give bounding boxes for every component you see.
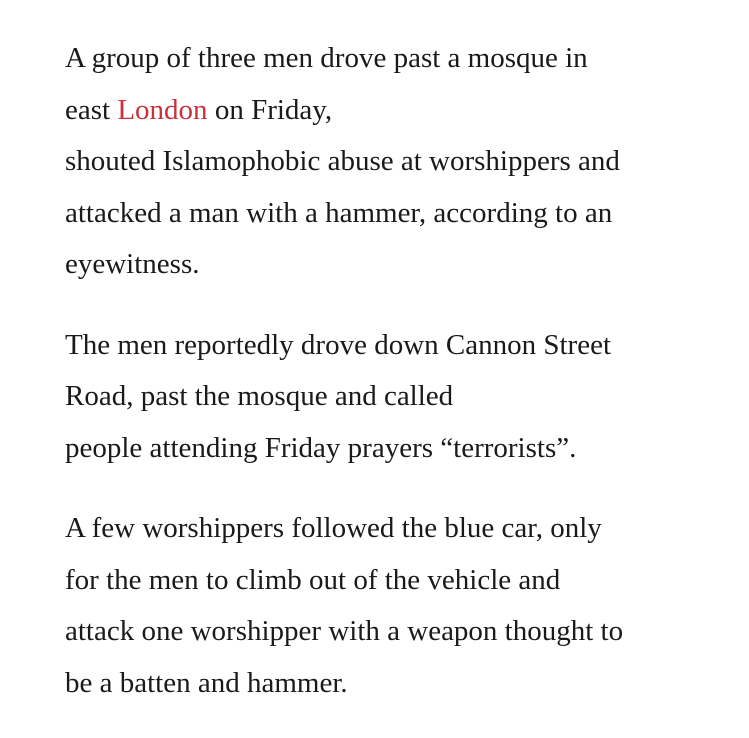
- paragraph-line: for the men to climb out of the vehicle and: [65, 563, 561, 596]
- line-text-before-link: east: [65, 93, 118, 126]
- article-body: [65, 33, 725, 738]
- paragraph-1: [65, 33, 725, 291]
- paragraph-line: people attending Friday prayers “terrorists”.: [65, 431, 577, 464]
- paragraph-line: [65, 85, 725, 137]
- paragraph-2: [65, 320, 725, 475]
- paragraph-line: attacked a man with a hammer, according to an: [65, 196, 613, 229]
- paragraph-line: Road, past the mosque and called: [65, 380, 454, 412]
- paragraph-line: eyewitness.: [65, 248, 200, 280]
- paragraph-line: A group of three men drove past a mosque in: [65, 42, 588, 74]
- paragraph-line: The men reportedly drove down Cannon Street: [65, 328, 612, 361]
- paragraph-line: A few worshippers followed the blue car, only: [65, 512, 602, 544]
- paragraph-3: [65, 503, 725, 709]
- line-text-after-link: on Friday,: [207, 93, 333, 126]
- paragraph-line: be a batten and hammer.: [65, 666, 348, 699]
- london-link[interactable]: London: [117, 93, 208, 126]
- paragraph-line: attack one worshipper with a weapon thought to: [65, 615, 624, 647]
- paragraph-line: shouted Islamophobic abuse at worshippers and: [65, 145, 620, 177]
